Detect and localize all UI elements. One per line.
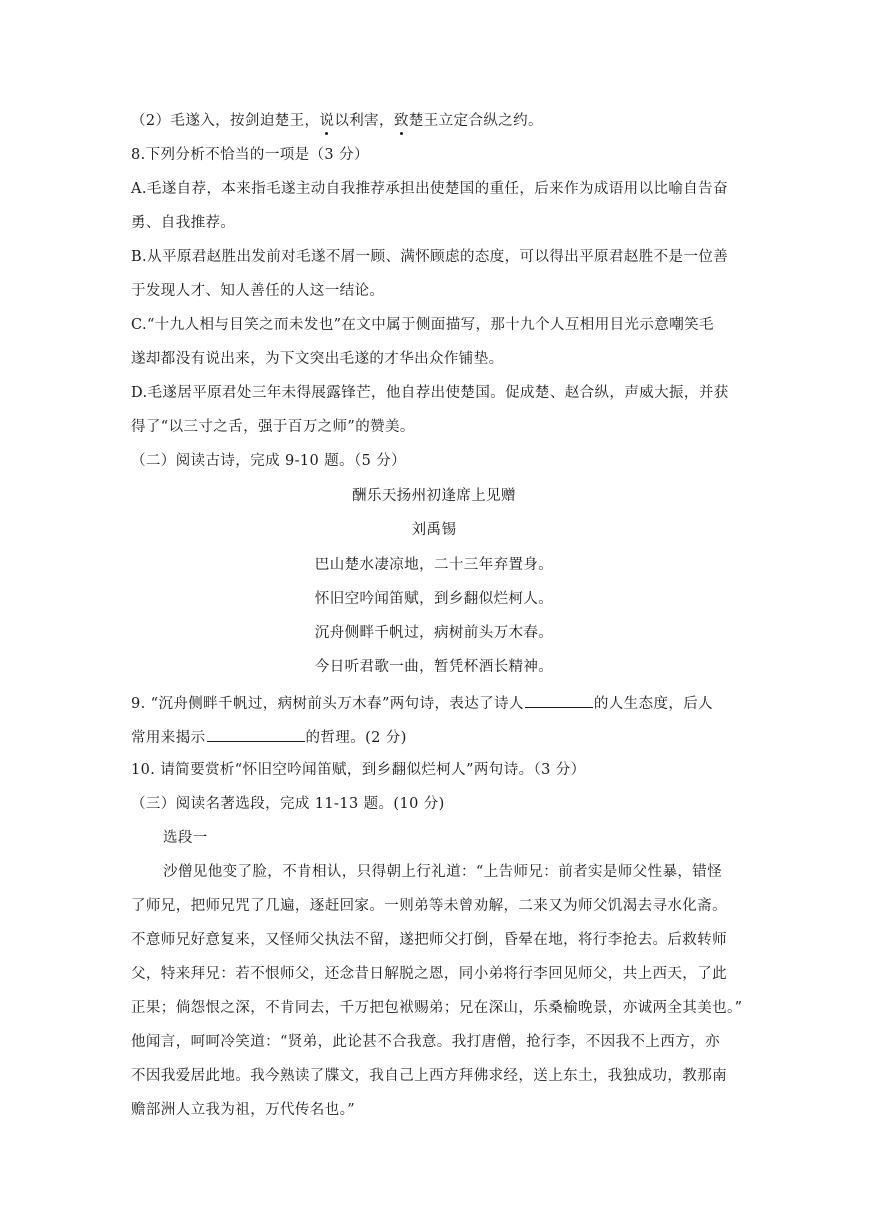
poem-title: 酬乐天扬州初逢席上见赠	[352, 488, 516, 504]
excerpt-line: 沙僧见他变了脸，不肯相认，只得朝上行礼道：“上告师兄：前者实是师父性暴，错怪	[163, 864, 723, 880]
q9-text-b: 的人生态度，后人	[593, 696, 714, 712]
poem-line: 沉舟侧畔千帆过，病树前头万木春。	[314, 625, 554, 641]
q9-text-a: 9. “沉舟侧畔千帆过，病树前头万木春”两句诗，表达了诗人	[131, 696, 524, 712]
excerpt-line: 赡部洲人立我为祖，万代传名也。”	[131, 1102, 356, 1118]
question-7-2	[131, 112, 741, 130]
emphasis-char-shui: 说	[319, 113, 335, 129]
poem-line: 怀旧空吟闻笛赋，到乡翻似烂柯人。	[314, 591, 554, 607]
option-a-line-2: 勇、自我推荐。	[131, 215, 236, 231]
answer-blank-2[interactable]	[207, 727, 305, 742]
option-d-line-1: D.毛遂居平原君处三年未得展露锋芒，他自荐出使楚国。促成楚、赵合纵，声威大振，并获	[131, 385, 729, 401]
poem-line: 今日听君歌一曲，暂凭杯酒长精神。	[314, 659, 554, 675]
option-c-line-1: C.“十九人相与目笑之而未发也”在文中属于侧面描写，那十九个人互相用目光示意嘲笑毛	[131, 317, 714, 333]
option-b-line-2: 于发现人才、知人善任的人这一结论。	[131, 283, 385, 299]
section-2-heading: （二）阅读古诗，完成 9-10 题。（5 分）	[131, 453, 407, 469]
excerpt-line: 了师兄，把师兄咒了几遍，逐赶回家。一则弟等未曾劝解，二来又为师父饥渴去寻水化斋。	[131, 898, 727, 914]
excerpt-line: 不因我爱居此地。我今熟读了牒文，我自己上西方拜佛求经，送上东土，我独成功，教那南	[131, 1068, 727, 1084]
section-3-heading: （三）阅读名著选段，完成 11-13 题。(10 分)	[131, 796, 445, 812]
q9-text-d: 的哲理。(2 分)	[305, 730, 407, 746]
question-9-line-1	[131, 693, 741, 713]
excerpt-line: 他闻言，呵呵冷笑道：“贤弟，此论甚不合我意。我打唐僧，抢行李，不因我不上西方，亦	[131, 1034, 720, 1050]
excerpt-line: 不意师兄好意复来，又怪师父执法不留，遂把师父打倒，昏晕在地，将行李抢去。后救转师	[131, 932, 727, 948]
emphasis-char-zhi: 致	[393, 113, 409, 129]
excerpt-line: 正果；倘怨恨之深，不肯同去，千万把包袱赐弟；兄在深山，乐桑榆晚景，亦诚两全其美也。”	[131, 1000, 743, 1016]
poem-author: 刘禹锡	[411, 522, 457, 538]
q7-2-text-c: 楚王立定合纵之约。	[408, 113, 543, 129]
option-c-line-2: 遂却都没有说出来，为下文突出毛遂的才华出众作铺垫。	[131, 351, 504, 367]
option-d-line-2: 得了“以三寸之舌，强于百万之师”的赞美。	[131, 419, 415, 435]
option-b-line-1: B.从平原君赵胜出发前对毛遂不屑一顾、满怀顾虑的态度，可以得出平原君赵胜不是一位善	[131, 249, 729, 265]
question-10: 10. 请简要赏析“怀旧空吟闻笛赋，到乡翻似烂柯人”两句诗。（3 分）	[131, 762, 586, 778]
excerpt-label: 选段一	[163, 830, 208, 846]
poem-line: 巴山楚水凄凉地，二十三年弃置身。	[314, 557, 554, 573]
question-8-stem: 8.下列分析不恰当的一项是（3 分）	[131, 147, 369, 163]
q7-2-text-b: 以利害，	[334, 113, 394, 129]
q7-2-text-a: （2）毛遂入，按剑迫楚王，	[131, 113, 320, 129]
question-9-line-2	[131, 727, 741, 747]
answer-blank-1[interactable]	[525, 693, 593, 708]
q9-text-c: 常用来揭示	[131, 730, 206, 746]
excerpt-line: 父，特来拜兄：若不恨师父，还念昔日解脱之恩，同小弟将行李回见师父，共上西天，了此	[131, 966, 727, 982]
option-a-line-1: A.毛遂自荐，本来指毛遂主动自我推荐承担出使楚国的重任，后来作为成语用以比喻自告奋	[131, 181, 728, 197]
